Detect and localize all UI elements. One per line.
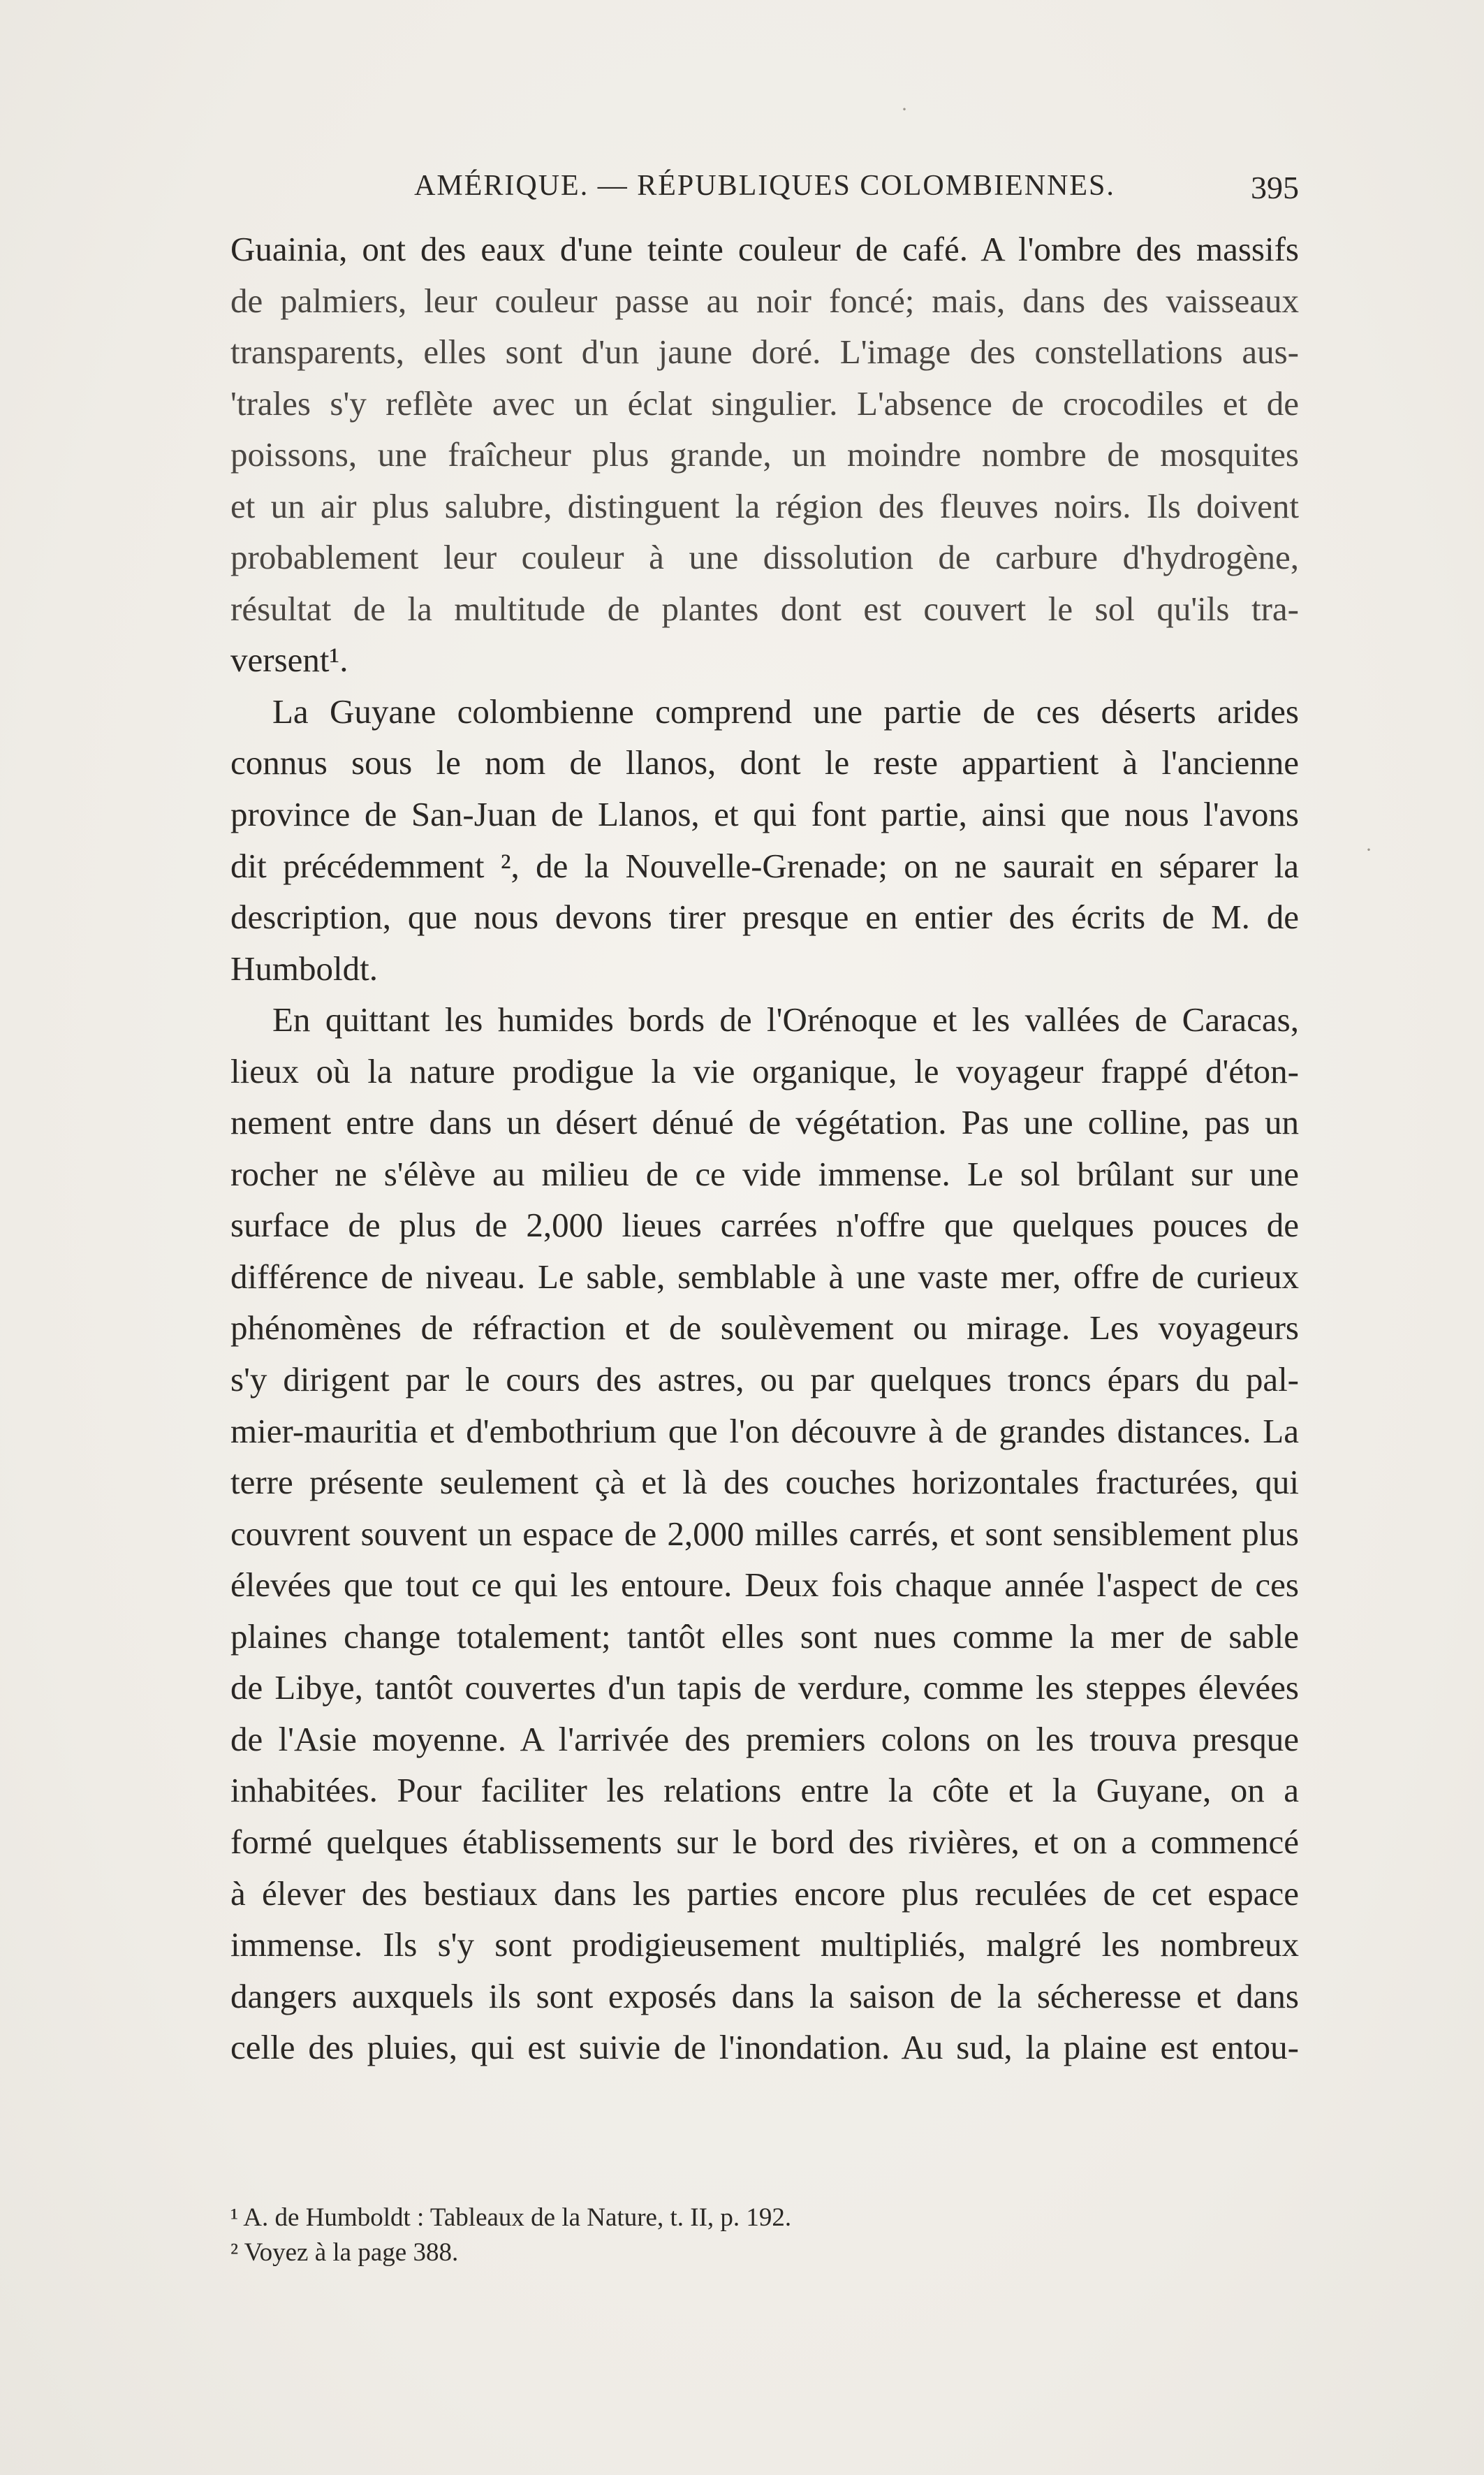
text-line: surface de plus de 2,000 lieues carrées n'offre que quelques pouces de <box>230 1206 1299 1245</box>
text-line: lieux où la nature prodigue la vie organique, le voyageur frappé d'éton- <box>230 1051 1299 1090</box>
text-line: différence de niveau. Le sable, semblable à une vaste mer, offre de curieux <box>230 1257 1299 1296</box>
text-line: probablement leur couleur à une dissolution de carbure d'hydrogène, <box>230 538 1299 577</box>
text-line: province de San-Juan de Llanos, et qui font partie, ainsi que nous l'avons <box>230 795 1299 834</box>
text-line: 'trales s'y reflète avec un éclat singulier. L'absence de crocodiles et de <box>230 384 1299 423</box>
margin-speck: · <box>901 98 908 121</box>
text-line: Humboldt. <box>230 949 378 988</box>
text-line: Guainia, ont des eaux d'une teinte couleur de café. A l'ombre des massifs <box>230 230 1299 268</box>
text-line: poissons, une fraîcheur plus grande, un moindre nombre de mosquites <box>230 435 1299 474</box>
text-line: inhabitées. Pour faciliter les relations entre la côte et la Guyane, on a <box>230 1771 1299 1810</box>
text-line: résultat de la multitude de plantes dont est couvert le sol qu'ils tra- <box>230 589 1299 628</box>
text-line: de l'Asie moyenne. A l'arrivée des premiers colons on les trouva presque <box>230 1719 1299 1758</box>
text-line: à élever des bestiaux dans les parties encore plus reculées de cet espace <box>230 1874 1299 1913</box>
text-line: versent¹. <box>230 641 348 680</box>
text-line: formé quelques établissements sur le bord des rivières, et on a commencé <box>230 1822 1299 1861</box>
text-line: plaines change totalement; tantôt elles sont nues comme la mer de sable <box>230 1616 1299 1656</box>
text-line: couvrent souvent un espace de 2,000 milles carrés, et sont sensiblement plus <box>230 1514 1299 1553</box>
text-line: et un air plus salubre, distinguent la région des fleuves noirs. Ils doivent <box>230 486 1299 525</box>
text-line: terre présente seulement çà et là des couches horizontales fracturées, qui <box>230 1463 1299 1502</box>
text-line: mier-mauritia et d'embothrium que l'on découvre à de grandes distances. La <box>230 1411 1299 1450</box>
text-line: nement entre dans un désert dénué de végétation. Pas une colline, pas un <box>230 1103 1299 1142</box>
text-line: rocher ne s'élève au milieu de ce vide immense. Le sol brûlant sur une <box>230 1154 1299 1193</box>
text-line: phénomènes de réfraction et de soulèvement ou mirage. Les voyageurs <box>230 1308 1299 1348</box>
margin-speck: · <box>1365 838 1372 861</box>
footnote: ² Voyez à la page 388. <box>230 2238 459 2267</box>
text-line: dit précédemment ², de la Nouvelle-Grenade; on ne saurait en séparer la <box>230 846 1299 885</box>
footnotes <box>230 2200 1299 2270</box>
footnote: ¹ A. de Humboldt : Tableaux de la Nature, t. II, p. 192. <box>230 2203 792 2232</box>
text-line: élevées que tout ce qui les entoure. Deux fois chaque année l'aspect de ces <box>230 1565 1299 1605</box>
text-line: de Libye, tantôt couvertes d'un tapis de verdure, comme les steppes élevées <box>230 1668 1299 1707</box>
text-line: En quittant les humides bords de l'Orénoque et les vallées de Caracas, <box>272 1000 1299 1039</box>
page-number: 395 <box>1251 170 1299 205</box>
text-line: description, que nous devons tirer presque en entier des écrits de M. de <box>230 898 1299 937</box>
body-text <box>230 224 1299 2073</box>
page-header <box>230 169 1299 218</box>
running-title: AMÉRIQUE. — RÉPUBLIQUES COLOMBIENNES. <box>414 170 1115 202</box>
text-line: de palmiers, leur couleur passe au noir foncé; mais, dans des vaisseaux <box>230 281 1299 320</box>
text-line: La Guyane colombienne comprend une partie de ces déserts arides <box>272 692 1299 731</box>
text-line: immense. Ils s'y sont prodigieusement multipliés, malgré les nombreux <box>230 1925 1299 1964</box>
text-line: connus sous le nom de llanos, dont le reste appartient à l'ancienne <box>230 743 1299 782</box>
text-line: transparents, elles sont d'un jaune doré. L'image des constellations aus- <box>230 333 1299 372</box>
text-line: celle des pluies, qui est suivie de l'inondation. Au sud, la plaine est entou- <box>230 2028 1299 2067</box>
text-line: dangers auxquels ils sont exposés dans la saison de la sécheresse et dans <box>230 1976 1299 2015</box>
text-line: s'y dirigent par le cours des astres, ou par quelques troncs épars du pal- <box>230 1360 1299 1399</box>
